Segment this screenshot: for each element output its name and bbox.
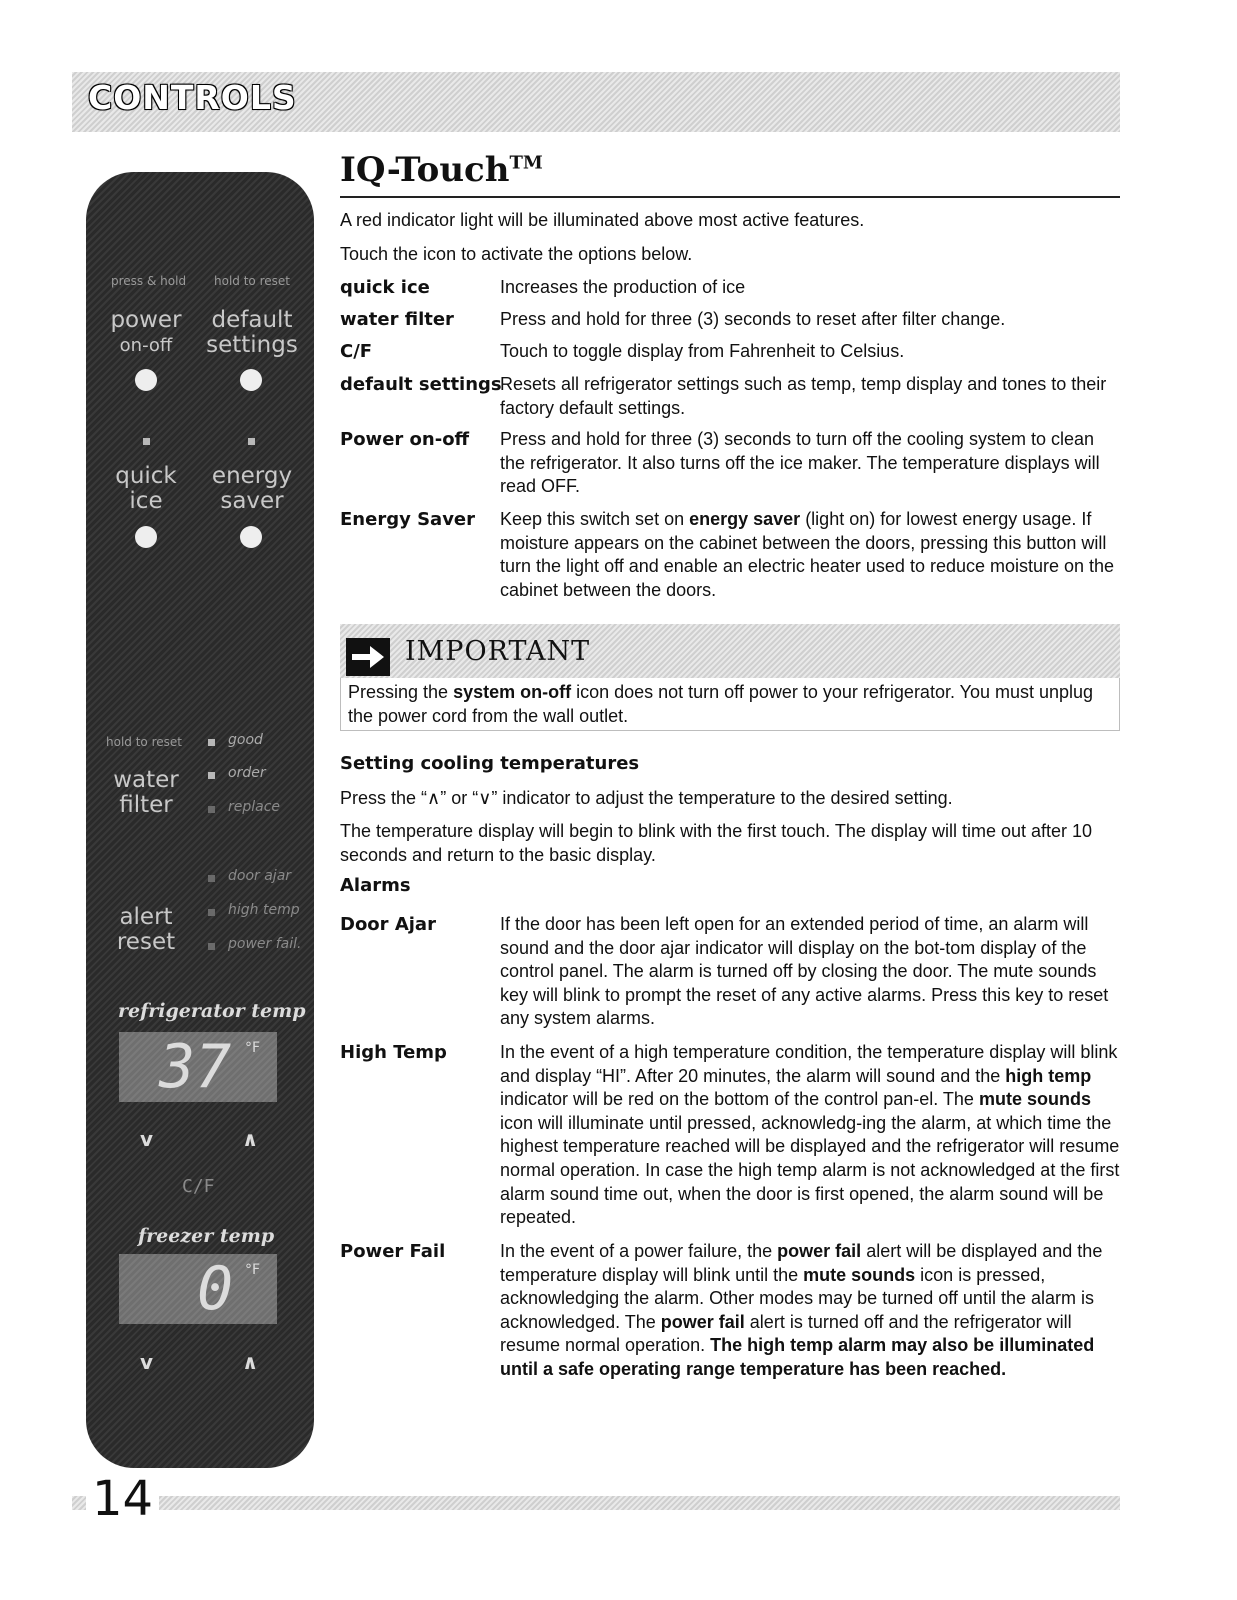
freezer-temp-unit: °F bbox=[245, 1262, 261, 1278]
definition-emphasis: energy saver bbox=[689, 509, 801, 529]
energy-label-line1: energy bbox=[211, 463, 293, 489]
important-text-part: icon does not turn off power to your refrigerator. You must unplug the power cord from the wall outlet. bbox=[348, 682, 1094, 726]
freezer-temp-up-button[interactable]: ∧ bbox=[242, 1350, 259, 1374]
intro-paragraph-2: Touch the icon to activate the options below. bbox=[340, 244, 693, 264]
replace-indicator-label: replace bbox=[228, 799, 281, 815]
good-indicator-label: good bbox=[228, 732, 263, 748]
definition-emphasis: mute sounds bbox=[978, 1089, 1091, 1110]
power-label bbox=[104, 308, 188, 358]
refrigerator-temp-unit: °F bbox=[245, 1040, 261, 1056]
section-header-band bbox=[72, 72, 1120, 132]
alarm-definition-door-ajar: If the door has been left open for an extended period of time, an alarm will sound and the door ajar indicator will display on the bot-tom display of the control panel. The alarm is turned off by closing the door. The mute sounds key will blink to prompt the reset of any active alarms. Press this key to reset any system alarms. bbox=[500, 914, 1109, 1029]
feature-definition: Touch to toggle display from Fahrenheit to Celsius. bbox=[500, 341, 905, 361]
feature-term: default settings bbox=[340, 374, 502, 395]
alarm-definition-power-fail bbox=[500, 1240, 1120, 1382]
order-indicator-label: order bbox=[228, 765, 266, 781]
feature-definition: Increases the production of ice bbox=[500, 277, 746, 297]
water-label-line2: filter bbox=[119, 792, 173, 818]
refrigerator-temp-up-button[interactable]: ∧ bbox=[242, 1127, 259, 1151]
alarms-heading: Alarms bbox=[340, 875, 411, 896]
definition-text: indicator will be red on the bottom of the control pan-el. The bbox=[500, 1089, 979, 1110]
definition-text: Keep this switch set on bbox=[500, 509, 690, 529]
title-rule bbox=[340, 196, 1120, 198]
alarm-term-high-temp: High Temp bbox=[340, 1042, 447, 1063]
feature-term: water filter bbox=[340, 309, 454, 330]
feature-term: Power on-off bbox=[340, 429, 470, 450]
default-label-line1: default bbox=[211, 307, 293, 333]
door-ajar-indicator-light bbox=[208, 875, 215, 882]
feature-definition: Press and hold for three (3) seconds to turn off the cooling system to clean the refrigerator. It also turns off the ice maker. The temperature displays will read OFF. bbox=[500, 429, 1100, 497]
high-temp-indicator-light bbox=[208, 909, 215, 916]
refrigerator-temp-down-button[interactable]: v bbox=[140, 1127, 154, 1151]
alarm-definition-high-temp bbox=[500, 1041, 1120, 1230]
alarm-term-door-ajar: Door Ajar bbox=[340, 914, 436, 935]
arrow-right-icon bbox=[346, 638, 390, 676]
refrigerator-temp-display bbox=[119, 1032, 277, 1102]
hold-to-reset-filter-label: hold to reset bbox=[106, 735, 182, 749]
quick-ice-label bbox=[104, 464, 188, 514]
energy-saver-label bbox=[204, 464, 300, 514]
alert-label-line2: reset bbox=[116, 929, 176, 955]
door-ajar-indicator-label: door ajar bbox=[228, 868, 292, 884]
replace-indicator-light bbox=[208, 806, 215, 813]
good-indicator-light bbox=[208, 739, 215, 746]
control-panel-illustration bbox=[86, 172, 314, 1468]
definition-text: icon is pressed, acknowledging the alarm. Other modes may be turned off until the alarm is acknowledged. The bbox=[500, 1264, 1094, 1332]
power-fail-indicator-light bbox=[208, 943, 215, 950]
power-label-line1: power bbox=[110, 307, 182, 333]
feature-term: Energy Saver bbox=[340, 509, 476, 530]
page-title-text: IQ-Touch bbox=[340, 150, 510, 190]
intro-paragraph-1: A red indicator light will be illuminated above most active features. bbox=[340, 210, 865, 230]
power-label-line2: on-off bbox=[119, 335, 173, 356]
refrigerator-temp-value: 37 bbox=[159, 1032, 232, 1102]
water-label-line1: water bbox=[113, 767, 179, 793]
energy-saver-button[interactable] bbox=[240, 526, 262, 548]
default-settings-button[interactable] bbox=[240, 369, 262, 391]
definition-text: alert will be displayed and the temperature display will blink until the bbox=[500, 1241, 1103, 1285]
cf-toggle-button[interactable]: C/F bbox=[182, 1176, 215, 1197]
definition-text: In the event of a high temperature condition, the temperature display will blink and display “HI”. After 20 minutes, the alarm will sound and the bbox=[500, 1042, 1118, 1086]
important-title: IMPORTANT bbox=[405, 636, 591, 667]
cooling-paragraph-2: The temperature display will begin to blink with the first touch. The display will time out after 10 seconds and return to the basic display. bbox=[340, 821, 1093, 865]
definition-text: alert is turned off and the refrigerator will resume normal operation. bbox=[500, 1311, 1072, 1356]
freezer-temp-down-button[interactable]: v bbox=[140, 1350, 154, 1374]
definition-emphasis: power fail bbox=[777, 1241, 862, 1261]
definition-text: icon will illuminate until pressed, acknowledg-ing the alarm, at which time the highest temperature reached will be displayed and the refrigerator will resume normal operation. In case the high temp alarm is not acknowledged at the first alarm sound time out, when the door is first opened, the alarm sound will be repeated. bbox=[500, 1112, 1120, 1228]
freezer-temp-label: freezer temp bbox=[138, 1225, 275, 1247]
definition-emphasis: mute sounds bbox=[803, 1264, 916, 1285]
feature-definition bbox=[500, 508, 1120, 602]
feature-term: quick ice bbox=[340, 277, 430, 298]
quick-ice-button[interactable] bbox=[135, 526, 157, 548]
feature-term: C/F bbox=[340, 341, 373, 362]
cooling-heading: Setting cooling temperatures bbox=[340, 753, 640, 774]
alarm-term-power-fail: Power Fail bbox=[340, 1241, 446, 1262]
refrigerator-temp-label: refrigerator temp bbox=[118, 1000, 306, 1022]
alert-label-line1: alert bbox=[119, 904, 173, 930]
page-title bbox=[340, 150, 543, 190]
section-title: CONTROLS bbox=[88, 78, 297, 117]
energy-label-line2: saver bbox=[220, 488, 284, 514]
feature-definition: Resets all refrigerator settings such as temp, temp display and tones to their factory default settings. bbox=[500, 374, 1107, 418]
definition-emphasis: The high temp alarm may also be illuminated until a safe operating range temperature has been reached. bbox=[500, 1335, 1095, 1379]
important-emphasis: system on-off bbox=[453, 682, 572, 702]
default-settings-label bbox=[204, 308, 300, 358]
important-text-part: Pressing the bbox=[348, 682, 454, 702]
power-button[interactable] bbox=[135, 369, 157, 391]
footer-band bbox=[72, 1496, 1120, 1510]
definition-text: In the event of a power failure, the bbox=[500, 1241, 778, 1261]
default-label-line2: settings bbox=[206, 332, 298, 358]
cooling-paragraph-1: Press the “∧” or “∨” indicator to adjust the temperature to the desired setting. bbox=[340, 788, 953, 808]
important-text bbox=[348, 680, 1108, 728]
alert-reset-label[interactable] bbox=[104, 905, 188, 955]
energy-saver-indicator-light bbox=[248, 438, 255, 445]
quick-label-line2: ice bbox=[129, 488, 163, 514]
trademark-mark: TM bbox=[509, 152, 543, 174]
page-number: 14 bbox=[86, 1474, 159, 1524]
definition-emphasis: power fail bbox=[660, 1311, 745, 1332]
feature-definition: Press and hold for three (3) seconds to reset after filter change. bbox=[500, 309, 1006, 329]
definition-text: (light on) for lowest energy usage. If moisture appears on the cabinet between the doors, pressing this button will turn the light off and enable an electric heater used to reduce moisture on the cabinet between the doors. bbox=[500, 509, 1115, 600]
press-hold-label: press & hold bbox=[111, 274, 187, 288]
hold-to-reset-label: hold to reset bbox=[214, 274, 290, 288]
freezer-temp-display bbox=[119, 1254, 277, 1324]
definition-emphasis: high temp bbox=[1005, 1065, 1092, 1086]
high-temp-indicator-label: high temp bbox=[228, 902, 300, 918]
quick-ice-indicator-light bbox=[143, 438, 150, 445]
order-indicator-light bbox=[208, 772, 215, 779]
water-filter-label[interactable] bbox=[104, 768, 188, 818]
freezer-temp-value: 0 bbox=[197, 1254, 234, 1324]
quick-label-line1: quick bbox=[115, 463, 177, 489]
power-fail-indicator-label: power fail. bbox=[228, 936, 302, 952]
